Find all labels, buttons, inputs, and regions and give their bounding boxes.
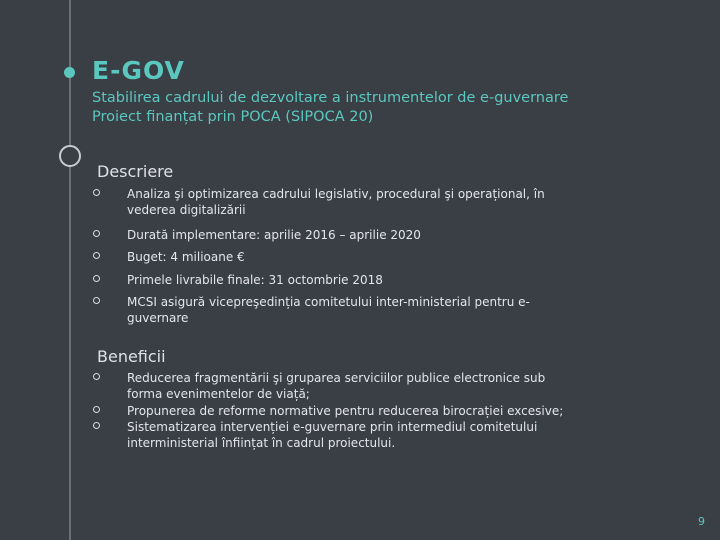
slide-subtitle xyxy=(92,89,568,127)
text-line: Primele livrabile finale: 31 octombrie 2018 xyxy=(127,273,383,287)
list-item-text xyxy=(127,227,587,243)
subtitle-line: Stabilirea cadrului de dezvoltare a instrumentelor de e-guvernare xyxy=(92,90,569,106)
text-line: MCSI asigură vicepreşedinția comitetului inter-ministerial pentru e- xyxy=(127,295,530,309)
text-line: forma evenimentelor de viață; xyxy=(127,387,310,401)
slide-title: E-GOV xyxy=(92,56,185,85)
list-item-text xyxy=(127,370,587,402)
title-dot-icon xyxy=(64,67,75,78)
timeline-line xyxy=(69,0,71,540)
bullet-circle-icon xyxy=(93,230,100,237)
bullet-circle-icon xyxy=(93,422,100,429)
bullet-circle-icon xyxy=(93,373,100,380)
text-line: Analiza şi optimizarea cadrului legislativ, procedural şi operațional, în xyxy=(127,187,545,201)
list-item-text xyxy=(127,186,587,218)
list-item-text xyxy=(127,294,587,326)
list-item-text xyxy=(127,249,587,265)
bullet-circle-icon xyxy=(93,275,100,282)
text-line: interministerial înființat în cadrul proiectului. xyxy=(127,436,396,450)
text-line: Reducerea fragmentării şi gruparea serviciilor publice electronice sub xyxy=(127,371,546,385)
text-line: Sistematizarea intervenției e-guvernare prin intermediul comitetului xyxy=(127,420,538,434)
list-item-text xyxy=(127,419,587,451)
text-line: Propunerea de reforme normative pentru reducerea birocrației excesive; xyxy=(127,404,564,418)
bullet-circle-icon xyxy=(93,189,100,196)
beneficii-heading: Beneficii xyxy=(97,347,166,366)
descriere-heading: Descriere xyxy=(97,162,174,181)
section-circle-icon xyxy=(59,145,81,167)
text-line: Durată implementare: aprilie 2016 – aprilie 2020 xyxy=(127,228,421,242)
list-item-text xyxy=(127,272,587,288)
bullet-circle-icon xyxy=(93,297,100,304)
text-line: guvernare xyxy=(127,311,189,325)
list-item-text xyxy=(127,403,587,419)
text-line: vederea digitalizării xyxy=(127,203,246,217)
bullet-circle-icon xyxy=(93,252,100,259)
page-number: 9 xyxy=(698,515,705,528)
text-line: Buget: 4 milioane € xyxy=(127,250,245,264)
subtitle-line: Proiect finanțat prin POCA (SIPOCA 20) xyxy=(92,109,374,125)
bullet-circle-icon xyxy=(93,406,100,413)
